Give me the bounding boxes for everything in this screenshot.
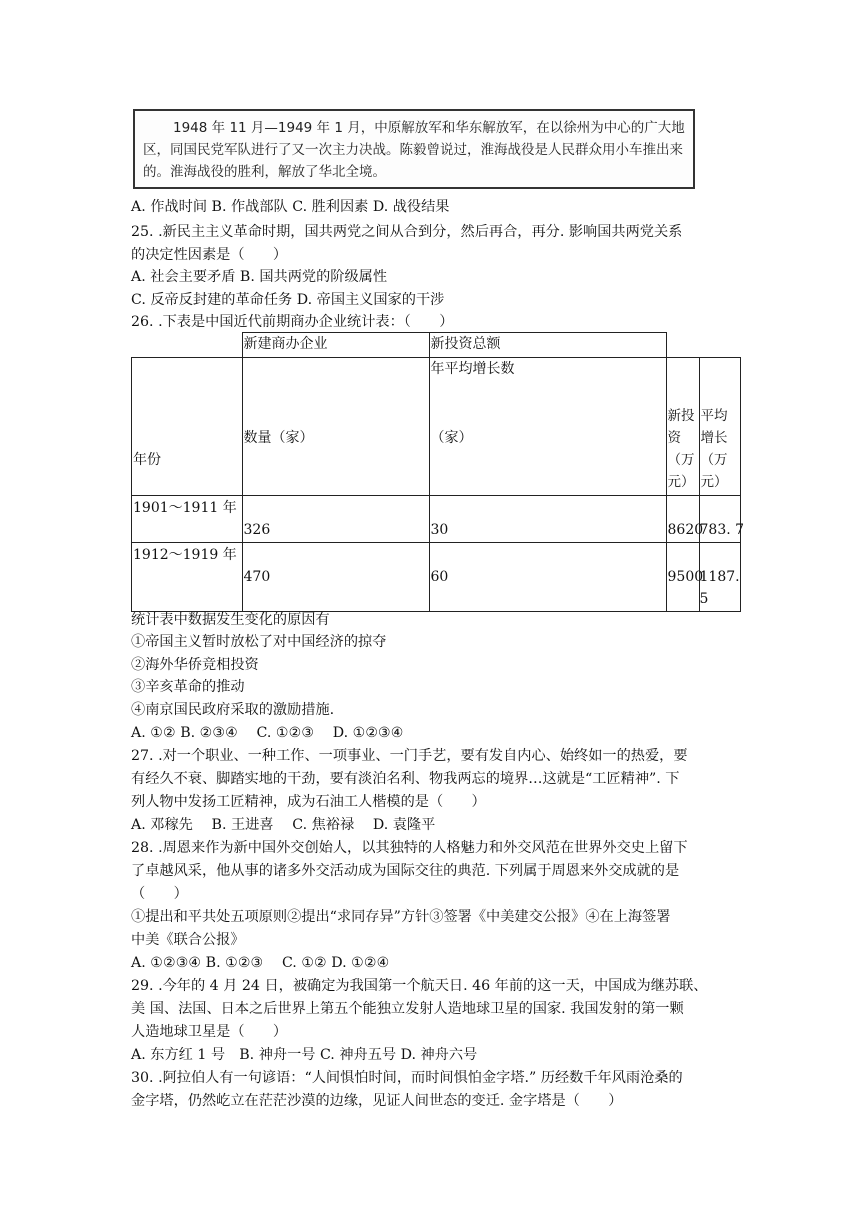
header-new-investment: 新投资总额 xyxy=(429,333,666,358)
q29-options: A. 东方红 1 号 B. 神舟一号 C. 神舟五号 D. 神舟六号 xyxy=(131,1047,478,1063)
q29-line2: 美 国、法国、日本之后世界上第五个能独立发射人造地球卫星的国家. 我国发射的第一颗 xyxy=(131,1001,684,1017)
header-avg-growth: 平均 增长 （万 元） xyxy=(699,358,740,496)
q29-line3: 人造地球卫星是（ ） xyxy=(131,1024,288,1040)
q24-passage: 1948 年 11 月—1949 年 1 月，中原解放军和华东解放军，在以徐州为中心的广大地区，同国民党军队进行了又一次主力决战。陈毅曾说过，淮海战役是人民群众用小车推出来的。淮海战役的胜利，解放了华北全境。 xyxy=(143,120,685,180)
q26-stem: 26. .下表是中国近代前期商办企业统计表：（ ） xyxy=(131,314,454,330)
q28-options: A. ①②③④ B. ①②③ C. ①② D. ①②④ xyxy=(131,955,390,971)
enterprise-stats-table xyxy=(131,332,745,612)
header-new-enterprises: 新建商办企业 xyxy=(242,333,429,358)
q24-options: A. 作战时间 B. 作战部队 C. 胜利因素 D. 战役结果 xyxy=(131,199,450,215)
q25-options-line2: C. 反帝反封建的革命任务 D. 帝国主义国家的干涉 xyxy=(131,292,445,308)
q28-line5: 中美《联合公报》 xyxy=(131,932,245,948)
header-annual-growth: 年平均增长数 （家） xyxy=(429,358,666,496)
q25-stem-line2: 的决定性因素是（ ） xyxy=(131,247,288,263)
q28-line4: ①提出和平共处五项原则②提出“求同存异”方针③签署《中美建交公报》④在上海签署 xyxy=(131,909,671,925)
q28-line2: 了卓越风采，他从事的诸多外交活动成为国际交往的典范. 下列属于周恩来外交成就的是 xyxy=(131,863,680,879)
table-row: 1912～1919 年 470 60 9500 1187. 5 xyxy=(132,543,741,612)
q30-line1: 30. .阿拉伯人有一句谚语：“人间惧怕时间，而时间惧怕金字塔.” 历经数千年风雨沧桑的 xyxy=(131,1070,683,1086)
q26-item-2: ②海外华侨竞相投资 xyxy=(131,657,259,673)
q26-options: A. ①② B. ②③④ C. ①②③ D. ①②③④ xyxy=(131,725,404,741)
q26-reason-title: 统计表中数据发生变化的原因有 xyxy=(131,612,330,628)
header-investment: 新投 资 （万 元） xyxy=(666,358,699,496)
header-year: 年份 xyxy=(132,358,243,496)
q27-line2: 有经久不衰、脚踏实地的干劲，要有淡泊名利、物我两忘的境界…这就是“工匠精神”. 下 xyxy=(131,771,680,787)
q25-stem-line1: 25. .新民主主义革命时期，国共两党之间从合到分，然后再合，再分. 影响国共两党关系 xyxy=(131,224,683,240)
header-count: 数量（家） xyxy=(242,358,429,496)
q24-passage-box xyxy=(133,109,695,189)
q26-item-1: ①帝国主义暂时放松了对中国经济的掠夺 xyxy=(131,634,387,650)
q28-line3: （ ） xyxy=(131,886,188,902)
q27-options: A. 邓稼先 B. 王进喜 C. 焦裕禄 D. 袁隆平 xyxy=(131,817,436,833)
q27-line1: 27. .对一个职业、一种工作、一项事业、一门手艺，要有发自内心、始终如一的热爱，要 xyxy=(131,748,688,764)
q28-line1: 28. .周恩来作为新中国外交创始人，以其独特的人格魅力和外交风范在世界外交史上留下 xyxy=(131,840,688,856)
q29-line1: 29. .今年的 4 月 24 日，被确定为我国第一个航天日. 46 年前的这一天，中国成为继苏联、 xyxy=(131,978,708,994)
q27-line3: 列人物中发扬工匠精神，成为石油工人楷模的是（ ） xyxy=(131,794,486,810)
table-row: 1901～1911 年 326 30 8620 783. 7 xyxy=(132,496,741,543)
q25-options-line1: A. 社会主要矛盾 B. 国共两党的阶级属性 xyxy=(131,269,388,285)
q26-item-4: ④南京国民政府采取的激励措施. xyxy=(131,702,335,718)
q30-line2: 金字塔，仍然屹立在茫茫沙漠的边缘，见证人间世态的变迁. 金字塔是（ ） xyxy=(131,1093,623,1109)
q26-item-3: ③辛亥革命的推动 xyxy=(131,679,245,695)
